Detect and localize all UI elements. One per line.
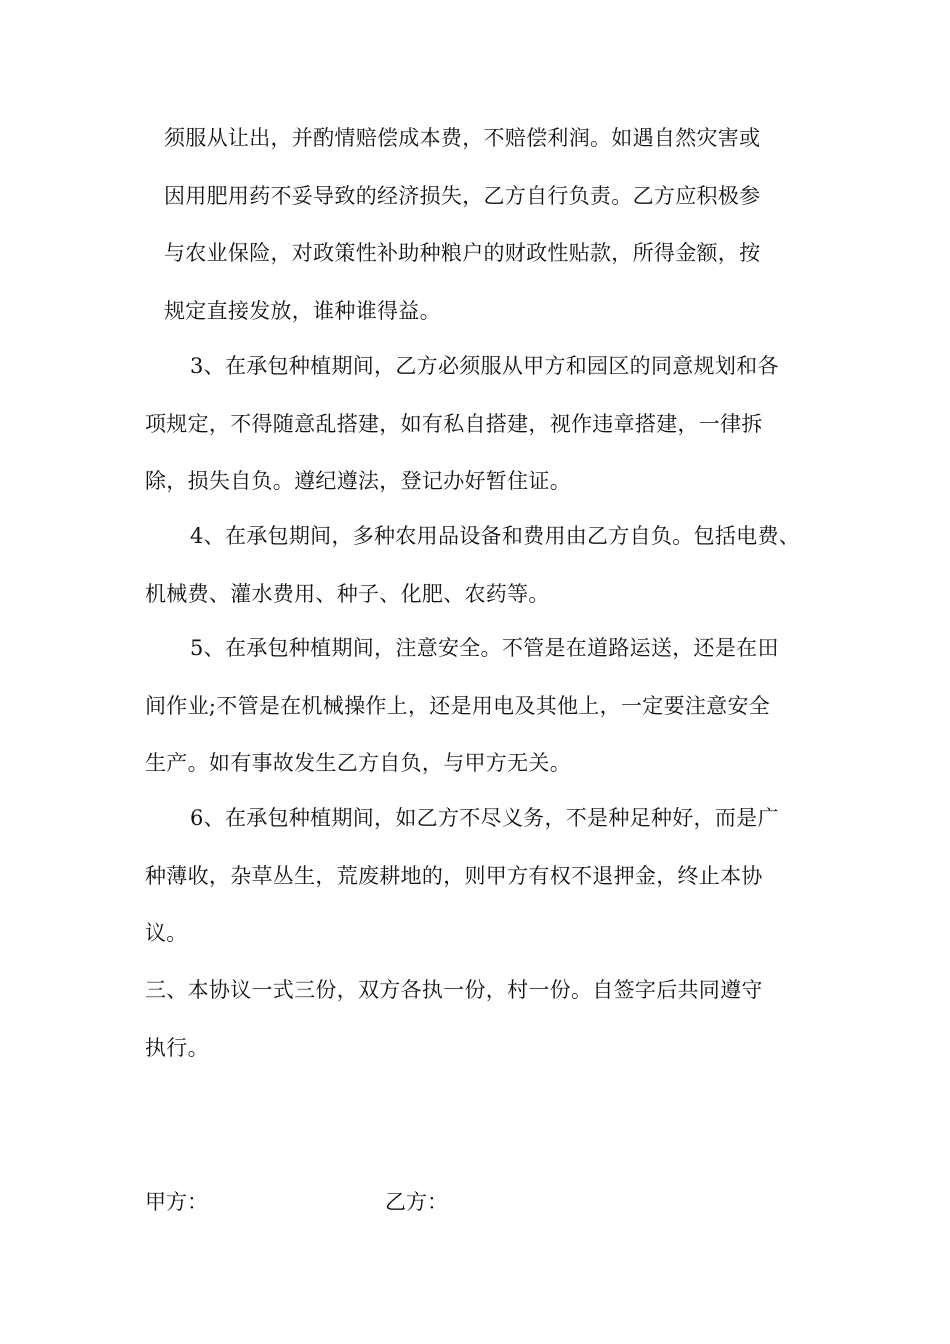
clause-4-line: 4、在承包期间，多种农用品设备和费用由乙方自负。包括电费、 (190, 524, 801, 548)
text-line: 除，损失自负。遵纪遵法，登记办好暂住证。 (145, 469, 571, 493)
text-line: 种薄收，杂草丛生，荒废耕地的，则甲方有权不退押金，终止本协 (145, 864, 763, 888)
text-line: 规定直接发放，谁种谁得益。 (164, 299, 441, 323)
text-line: 与农业保险，对政策性补助种粮户的财政性贴款，所得金额，按 (164, 241, 761, 265)
text-line: 项规定，不得随意乱搭建，如有私自搭建，视作违章搭建，一律拆 (145, 412, 763, 436)
text-line: 议。 (145, 921, 188, 945)
text-line: 执行。 (145, 1036, 209, 1060)
text-line: 机械费、灌水费用、种子、化肥、农药等。 (145, 582, 550, 606)
party-a-label: 甲方： (145, 1190, 208, 1214)
text-line: 须服从让出，并酌情赔偿成本费，不赔偿利润。如遇自然灾害或 (164, 126, 761, 150)
text-line: 因用肥用药不妥导致的经济损失，乙方自行负责。乙方应积极参 (164, 184, 761, 208)
clause-3-line: 3、在承包种植期间，乙方必须服从甲方和园区的同意规划和各 (190, 354, 779, 378)
section-three-line: 三、本协议一式三份，双方各执一份，村一份。自签字后共同遵守 (145, 978, 763, 1002)
clause-5-line: 5、在承包种植期间，注意安全。不管是在道路运送，还是在田 (190, 636, 779, 660)
clause-6-line: 6、在承包种植期间，如乙方不尽义务，不是种足种好，而是广 (190, 806, 779, 830)
party-b-label: 乙方： (385, 1190, 448, 1214)
text-line: 间作业;不管是在机械操作上，还是用电及其他上，一定要注意安全 (145, 694, 771, 718)
text-line: 生产。如有事故发生乙方自负，与甲方无关。 (145, 751, 571, 775)
